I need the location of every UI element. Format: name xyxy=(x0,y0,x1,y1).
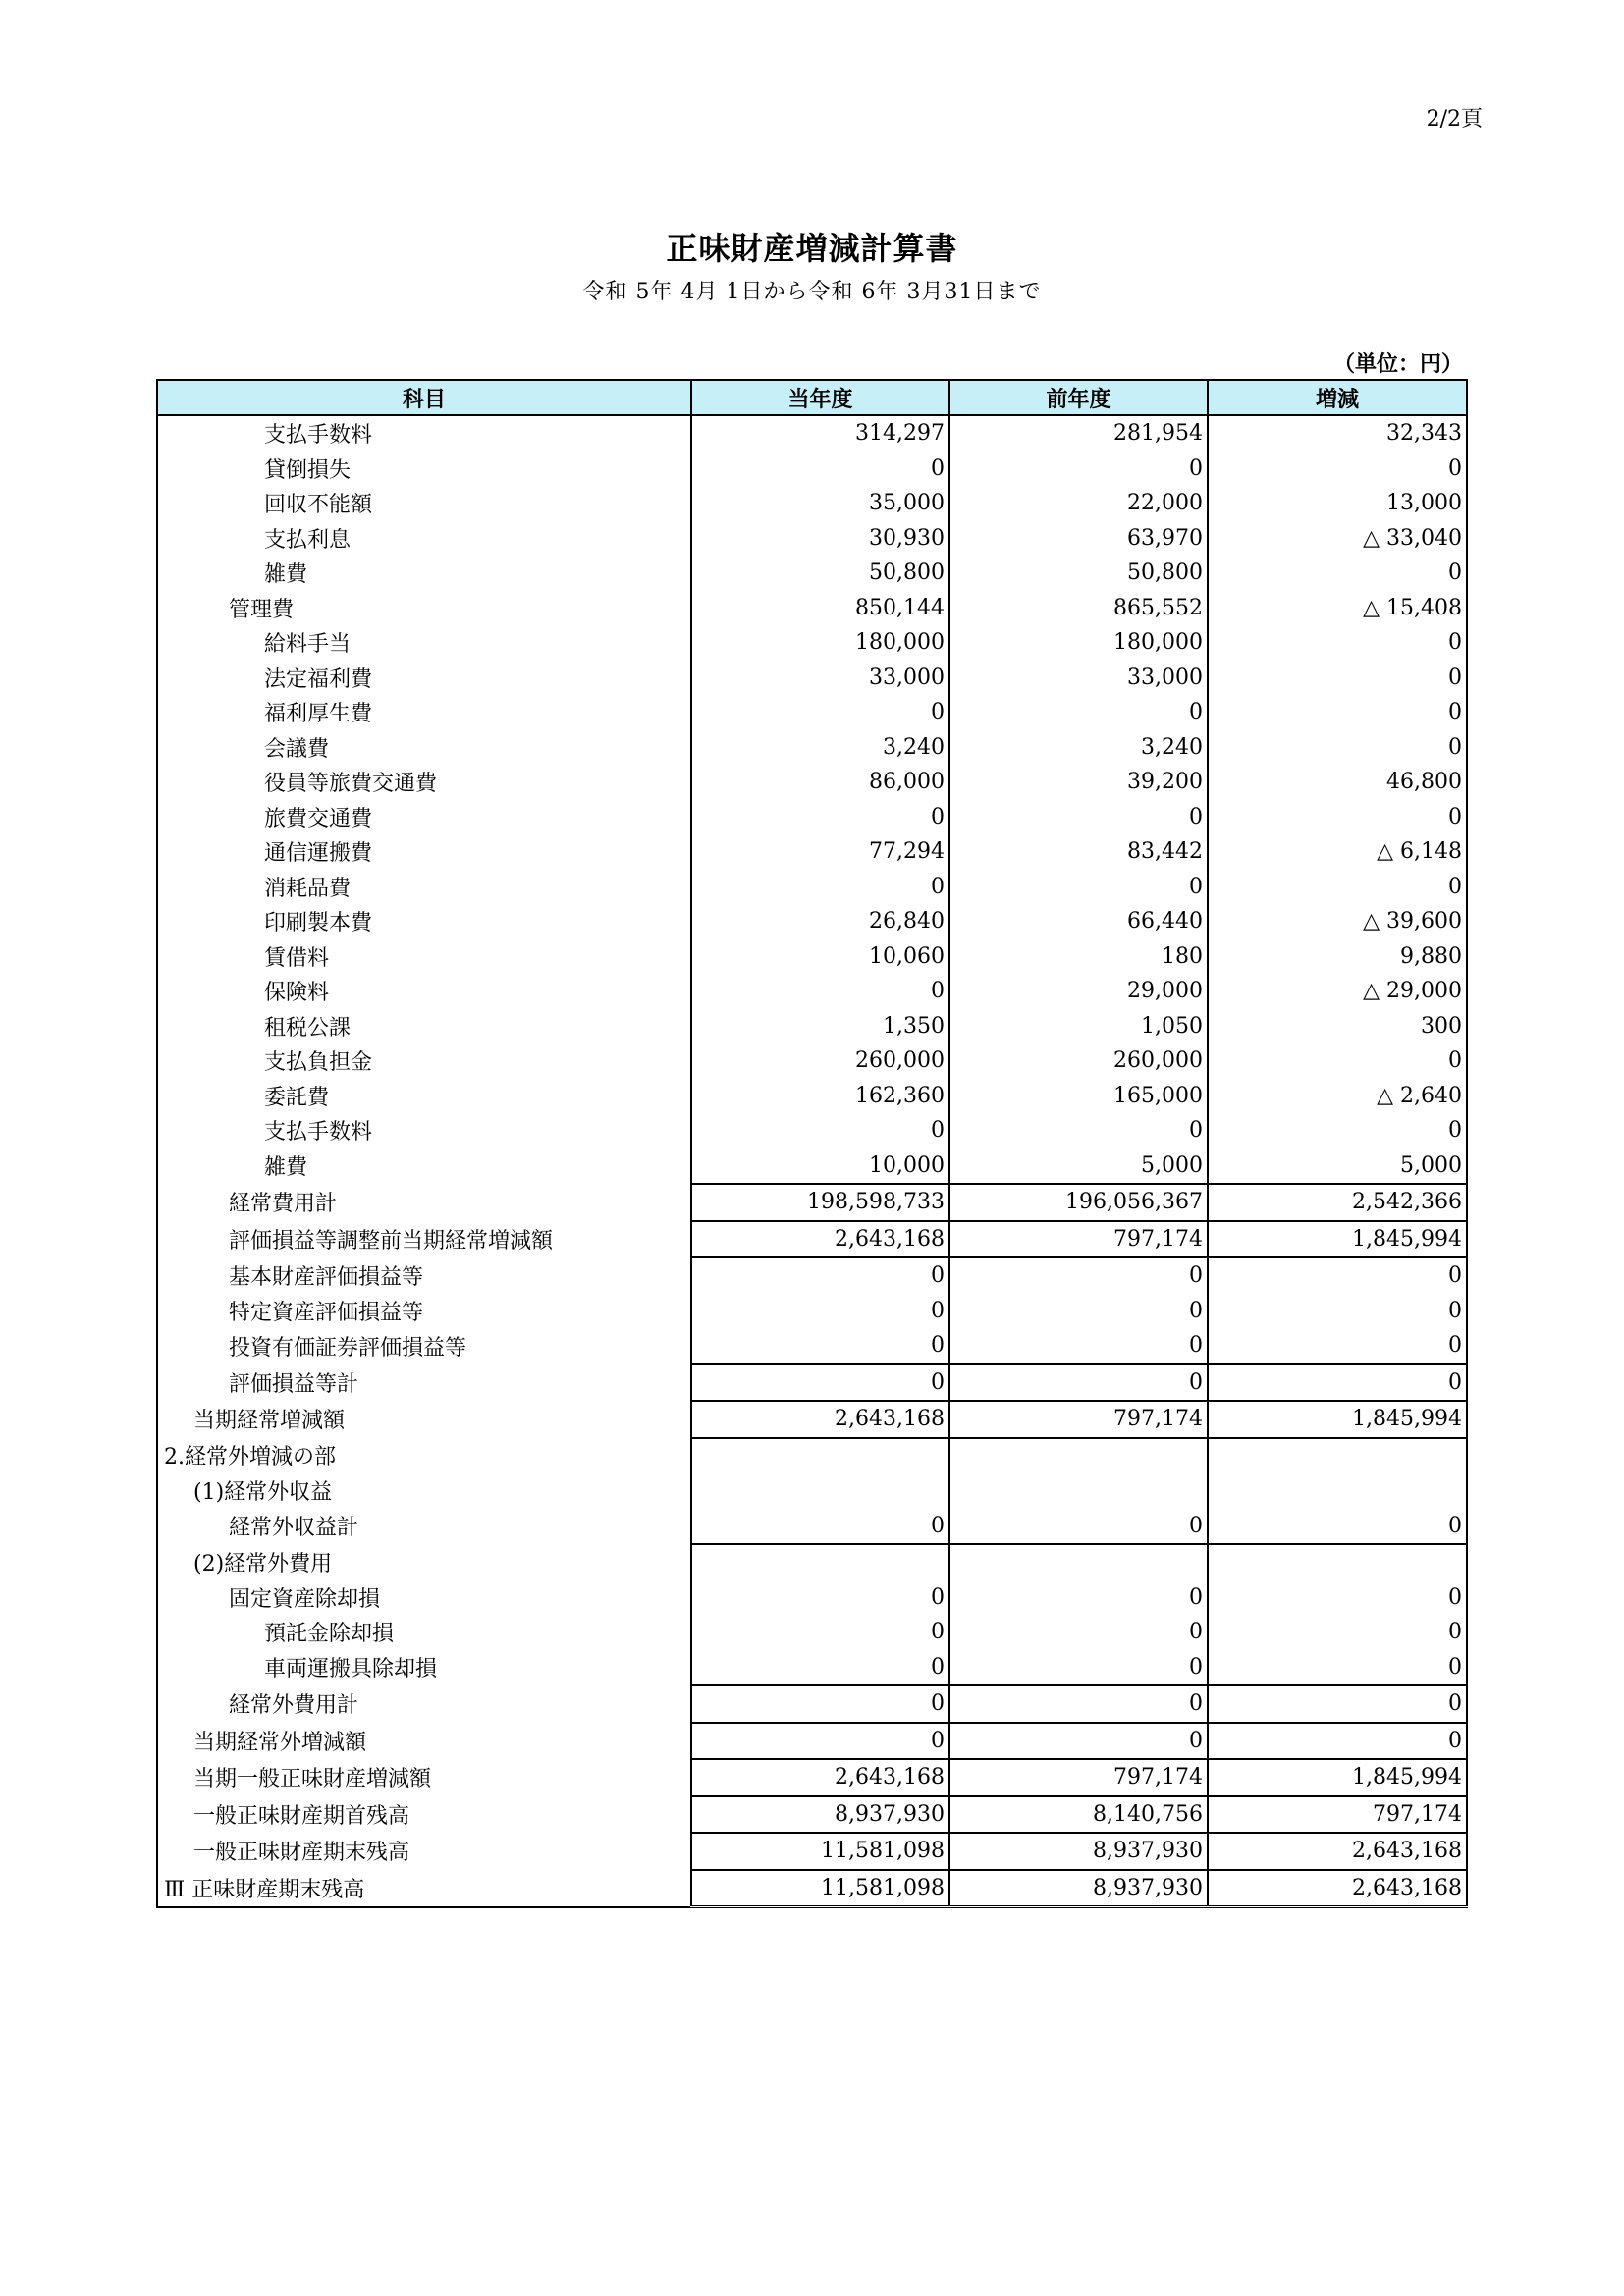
cell-previous-year: 0 xyxy=(949,695,1208,730)
cell-change: △ 2,640 xyxy=(1208,1079,1467,1114)
table-row xyxy=(157,939,1467,975)
cell-previous-year: 797,174 xyxy=(949,1401,1208,1438)
cell-previous-year: 22,000 xyxy=(949,486,1208,521)
row-label: 特定資産評価損益等 xyxy=(157,1294,691,1329)
table-row xyxy=(157,904,1467,939)
cell-change: 0 xyxy=(1208,1509,1467,1545)
cell-current-year: 0 xyxy=(691,452,949,487)
cell-current-year: 50,800 xyxy=(691,556,949,591)
cell-current-year: 1,350 xyxy=(691,1009,949,1044)
row-label: 評価損益等計 xyxy=(157,1364,691,1402)
cell-change: 0 xyxy=(1208,1685,1467,1723)
cell-previous-year: 165,000 xyxy=(949,1079,1208,1114)
cell-change: △ 15,408 xyxy=(1208,591,1467,626)
cell-current-year: 0 xyxy=(691,1650,949,1686)
table-row xyxy=(157,1079,1467,1114)
cell-previous-year: 39,200 xyxy=(949,765,1208,800)
cell-change: 1,845,994 xyxy=(1208,1221,1467,1258)
row-label: 預託金除却損 xyxy=(157,1615,691,1650)
cell-change: 2,643,168 xyxy=(1208,1870,1467,1907)
cell-previous-year: 281,954 xyxy=(949,415,1208,452)
row-label: 支払手数料 xyxy=(157,415,691,452)
cell-current-year: 0 xyxy=(691,1615,949,1650)
cell-previous-year: 196,056,367 xyxy=(949,1184,1208,1221)
row-label: 支払利息 xyxy=(157,521,691,557)
row-label: 旅費交通費 xyxy=(157,800,691,835)
cell-previous-year xyxy=(949,1544,1208,1580)
row-label: 会議費 xyxy=(157,730,691,766)
table-row xyxy=(157,452,1467,487)
cell-current-year: 33,000 xyxy=(691,661,949,696)
row-label: 当期経常増減額 xyxy=(157,1401,691,1438)
cell-change: 0 xyxy=(1208,1328,1467,1364)
cell-change xyxy=(1208,1544,1467,1580)
table-row xyxy=(157,1009,1467,1044)
cell-current-year: 0 xyxy=(691,1294,949,1329)
cell-current-year: 2,643,168 xyxy=(691,1759,949,1796)
table-row xyxy=(157,870,1467,905)
cell-previous-year: 8,140,756 xyxy=(949,1796,1208,1834)
row-label: 租税公課 xyxy=(157,1009,691,1044)
cell-current-year: 3,240 xyxy=(691,730,949,766)
table-row xyxy=(157,1184,1467,1221)
cell-current-year: 26,840 xyxy=(691,904,949,939)
row-label: 消耗品費 xyxy=(157,870,691,905)
row-label: 雑費 xyxy=(157,556,691,591)
table-row xyxy=(157,1043,1467,1079)
cell-previous-year: 0 xyxy=(949,1650,1208,1686)
currency-unit: （単位：円） xyxy=(1332,352,1463,377)
cell-change: 9,880 xyxy=(1208,939,1467,975)
cell-current-year xyxy=(691,1544,949,1580)
header-account: 科目 xyxy=(157,380,691,415)
table-row xyxy=(157,730,1467,766)
cell-current-year: 314,297 xyxy=(691,415,949,452)
cell-previous-year: 0 xyxy=(949,870,1208,905)
table-row xyxy=(157,1473,1467,1509)
table-row xyxy=(157,1113,1467,1148)
table-row xyxy=(157,1509,1467,1545)
table-row xyxy=(157,1364,1467,1402)
cell-current-year: 30,930 xyxy=(691,521,949,557)
row-label: 通信運搬費 xyxy=(157,834,691,870)
row-label: 経常外費用計 xyxy=(157,1685,691,1723)
row-label: 評価損益等調整前当期経常増減額 xyxy=(157,1221,691,1258)
cell-change: 1,845,994 xyxy=(1208,1401,1467,1438)
header-change: 増減 xyxy=(1208,380,1467,415)
cell-previous-year: 0 xyxy=(949,1257,1208,1294)
table-row xyxy=(157,1759,1467,1796)
cell-change: 0 xyxy=(1208,1364,1467,1402)
cell-previous-year: 29,000 xyxy=(949,974,1208,1009)
cell-change: 5,000 xyxy=(1208,1148,1467,1185)
cell-previous-year: 0 xyxy=(949,800,1208,835)
cell-change: 2,542,366 xyxy=(1208,1184,1467,1221)
cell-current-year: 0 xyxy=(691,1723,949,1760)
table-row xyxy=(157,625,1467,661)
table-row xyxy=(157,1580,1467,1616)
cell-change: 32,343 xyxy=(1208,415,1467,452)
cell-current-year: 0 xyxy=(691,1364,949,1402)
cell-change: 0 xyxy=(1208,1650,1467,1686)
table-row xyxy=(157,1148,1467,1185)
cell-change: 0 xyxy=(1208,1043,1467,1079)
cell-previous-year: 865,552 xyxy=(949,591,1208,626)
cell-previous-year: 0 xyxy=(949,1328,1208,1364)
row-label: 印刷製本費 xyxy=(157,904,691,939)
cell-current-year: 11,581,098 xyxy=(691,1833,949,1870)
cell-current-year: 180,000 xyxy=(691,625,949,661)
cell-previous-year: 0 xyxy=(949,1364,1208,1402)
cell-change: 46,800 xyxy=(1208,765,1467,800)
cell-previous-year: 50,800 xyxy=(949,556,1208,591)
cell-change: 0 xyxy=(1208,556,1467,591)
cell-change: 300 xyxy=(1208,1009,1467,1044)
document-title: 正味財産増減計算書 xyxy=(666,230,958,267)
cell-change: 0 xyxy=(1208,800,1467,835)
table-row xyxy=(157,1257,1467,1294)
cell-previous-year: 0 xyxy=(949,1685,1208,1723)
table-row xyxy=(157,800,1467,835)
cell-previous-year: 1,050 xyxy=(949,1009,1208,1044)
cell-previous-year: 83,442 xyxy=(949,834,1208,870)
row-label: 支払手数料 xyxy=(157,1113,691,1148)
cell-current-year: 10,000 xyxy=(691,1148,949,1185)
cell-current-year: 0 xyxy=(691,1580,949,1616)
row-label: 法定福利費 xyxy=(157,661,691,696)
row-label: 回収不能額 xyxy=(157,486,691,521)
table-row xyxy=(157,974,1467,1009)
table-row xyxy=(157,1685,1467,1723)
cell-previous-year: 3,240 xyxy=(949,730,1208,766)
cell-current-year: 77,294 xyxy=(691,834,949,870)
cell-current-year: 0 xyxy=(691,1328,949,1364)
table-row xyxy=(157,765,1467,800)
cell-change: 0 xyxy=(1208,730,1467,766)
cell-current-year: 10,060 xyxy=(691,939,949,975)
table-row xyxy=(157,1401,1467,1438)
cell-previous-year: 0 xyxy=(949,1580,1208,1616)
cell-current-year: 0 xyxy=(691,1113,949,1148)
statement-table xyxy=(156,379,1468,1908)
cell-previous-year xyxy=(949,1473,1208,1509)
cell-current-year: 0 xyxy=(691,870,949,905)
cell-change: 0 xyxy=(1208,695,1467,730)
cell-previous-year: 0 xyxy=(949,1509,1208,1545)
table-row xyxy=(157,556,1467,591)
row-label: 固定資産除却損 xyxy=(157,1580,691,1616)
row-label: 投資有価証券評価損益等 xyxy=(157,1328,691,1364)
table-row xyxy=(157,1723,1467,1760)
row-label: 基本財産評価損益等 xyxy=(157,1257,691,1294)
cell-previous-year: 260,000 xyxy=(949,1043,1208,1079)
table-row xyxy=(157,834,1467,870)
cell-current-year: 0 xyxy=(691,695,949,730)
table-row xyxy=(157,521,1467,557)
cell-current-year xyxy=(691,1473,949,1509)
cell-current-year: 198,598,733 xyxy=(691,1184,949,1221)
cell-current-year: 0 xyxy=(691,1257,949,1294)
row-label: 一般正味財産期首残高 xyxy=(157,1796,691,1834)
table-row xyxy=(157,1221,1467,1258)
cell-previous-year: 5,000 xyxy=(949,1148,1208,1185)
row-label: Ⅲ 正味財産期末残高 xyxy=(157,1870,691,1907)
cell-change: △ 33,040 xyxy=(1208,521,1467,557)
cell-previous-year: 33,000 xyxy=(949,661,1208,696)
cell-previous-year xyxy=(949,1438,1208,1474)
cell-current-year: 0 xyxy=(691,1685,949,1723)
cell-current-year: 11,581,098 xyxy=(691,1870,949,1907)
table-row xyxy=(157,1544,1467,1580)
cell-current-year: 850,144 xyxy=(691,591,949,626)
table-row xyxy=(157,486,1467,521)
row-label: 経常外収益計 xyxy=(157,1509,691,1545)
header-previous-year: 前年度 xyxy=(949,380,1208,415)
cell-previous-year: 180 xyxy=(949,939,1208,975)
table-row xyxy=(157,1650,1467,1686)
header-current-year: 当年度 xyxy=(691,380,949,415)
table-row xyxy=(157,1870,1467,1907)
cell-current-year: 260,000 xyxy=(691,1043,949,1079)
cell-previous-year: 0 xyxy=(949,1113,1208,1148)
table-row xyxy=(157,1438,1467,1474)
cell-change: △ 39,600 xyxy=(1208,904,1467,939)
row-label: 当期経常外増減額 xyxy=(157,1723,691,1760)
cell-change: △ 6,148 xyxy=(1208,834,1467,870)
cell-change xyxy=(1208,1438,1467,1474)
row-label: 雑費 xyxy=(157,1148,691,1185)
table-row xyxy=(157,1615,1467,1650)
row-label: 当期一般正味財産増減額 xyxy=(157,1759,691,1796)
table-header-row xyxy=(157,380,1467,415)
cell-previous-year: 8,937,930 xyxy=(949,1833,1208,1870)
cell-current-year: 86,000 xyxy=(691,765,949,800)
row-label: (2)経常外費用 xyxy=(157,1544,691,1580)
cell-previous-year: 0 xyxy=(949,452,1208,487)
cell-previous-year: 0 xyxy=(949,1615,1208,1650)
fiscal-period: 令和 5年 4月 1日から令和 6年 3月31日まで xyxy=(582,280,1042,304)
table-row xyxy=(157,1328,1467,1364)
cell-change: 0 xyxy=(1208,661,1467,696)
cell-previous-year: 66,440 xyxy=(949,904,1208,939)
cell-current-year: 8,937,930 xyxy=(691,1796,949,1834)
cell-previous-year: 63,970 xyxy=(949,521,1208,557)
row-label: 車両運搬具除却損 xyxy=(157,1650,691,1686)
row-label: 貸倒損失 xyxy=(157,452,691,487)
cell-previous-year: 797,174 xyxy=(949,1759,1208,1796)
table-row xyxy=(157,1796,1467,1834)
cell-current-year: 0 xyxy=(691,974,949,1009)
cell-current-year: 162,360 xyxy=(691,1079,949,1114)
table-row xyxy=(157,591,1467,626)
cell-change: 0 xyxy=(1208,1580,1467,1616)
row-label: 一般正味財産期末残高 xyxy=(157,1833,691,1870)
row-label: (1)経常外収益 xyxy=(157,1473,691,1509)
row-label: 管理費 xyxy=(157,591,691,626)
cell-change xyxy=(1208,1473,1467,1509)
cell-change: 0 xyxy=(1208,1723,1467,1760)
cell-change: 1,845,994 xyxy=(1208,1759,1467,1796)
cell-change: 13,000 xyxy=(1208,486,1467,521)
cell-previous-year: 0 xyxy=(949,1723,1208,1760)
row-label: 委託費 xyxy=(157,1079,691,1114)
row-label: 給料手当 xyxy=(157,625,691,661)
cell-change: 0 xyxy=(1208,1113,1467,1148)
cell-current-year: 0 xyxy=(691,1509,949,1545)
cell-change: 0 xyxy=(1208,1294,1467,1329)
cell-previous-year: 797,174 xyxy=(949,1221,1208,1258)
cell-change: 797,174 xyxy=(1208,1796,1467,1834)
row-label: 2.経常外増減の部 xyxy=(157,1438,691,1474)
cell-previous-year: 0 xyxy=(949,1294,1208,1329)
cell-change: 0 xyxy=(1208,625,1467,661)
row-label: 保険料 xyxy=(157,974,691,1009)
row-label: 役員等旅費交通費 xyxy=(157,765,691,800)
row-label: 福利厚生費 xyxy=(157,695,691,730)
cell-change: 0 xyxy=(1208,452,1467,487)
table-row xyxy=(157,1833,1467,1870)
table-row xyxy=(157,415,1467,452)
cell-current-year: 0 xyxy=(691,800,949,835)
cell-current-year xyxy=(691,1438,949,1474)
table-row xyxy=(157,1294,1467,1329)
row-label: 支払負担金 xyxy=(157,1043,691,1079)
row-label: 賃借料 xyxy=(157,939,691,975)
table-row xyxy=(157,695,1467,730)
table-row xyxy=(157,661,1467,696)
cell-change: 0 xyxy=(1208,1615,1467,1650)
cell-current-year: 2,643,168 xyxy=(691,1221,949,1258)
cell-current-year: 35,000 xyxy=(691,486,949,521)
table-body xyxy=(157,415,1467,1907)
cell-change: 2,643,168 xyxy=(1208,1833,1467,1870)
cell-change: 0 xyxy=(1208,1257,1467,1294)
page-number: 2/2頁 xyxy=(1426,107,1483,132)
cell-current-year: 2,643,168 xyxy=(691,1401,949,1438)
cell-previous-year: 180,000 xyxy=(949,625,1208,661)
cell-previous-year: 8,937,930 xyxy=(949,1870,1208,1907)
row-label: 経常費用計 xyxy=(157,1184,691,1221)
cell-change: 0 xyxy=(1208,870,1467,905)
cell-change: △ 29,000 xyxy=(1208,974,1467,1009)
